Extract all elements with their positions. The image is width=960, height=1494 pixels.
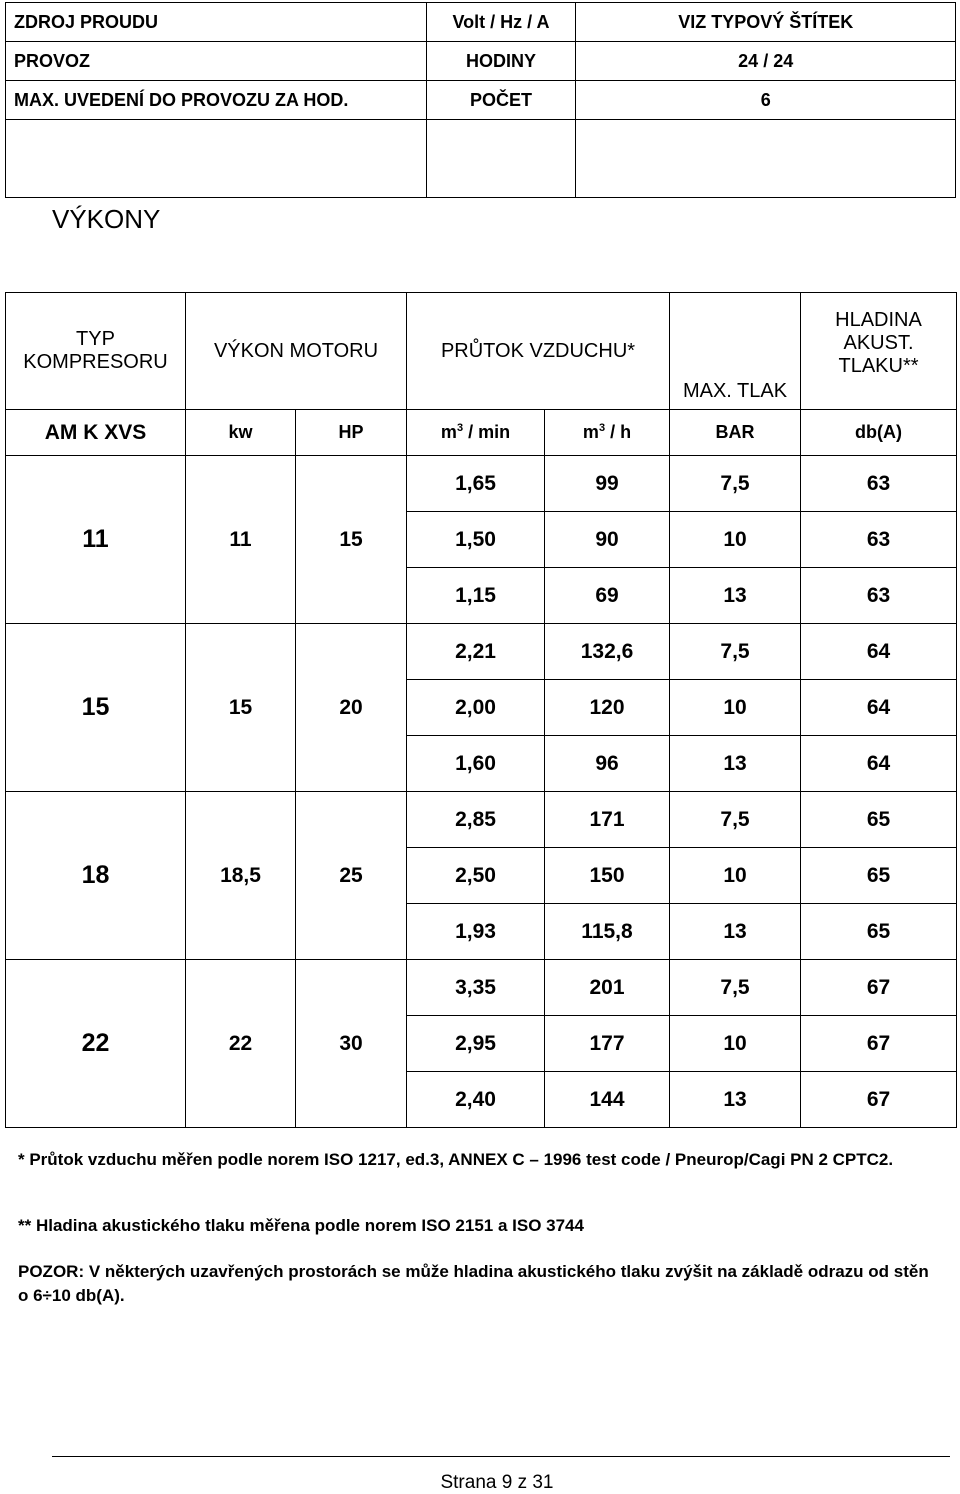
max-pressure-bar: 7,5	[670, 792, 801, 848]
unit-hp: HP	[296, 410, 407, 456]
max-pressure-bar: 13	[670, 904, 801, 960]
info-cell-empty	[426, 120, 576, 198]
airflow-m3-h: 171	[545, 792, 670, 848]
note-airflow: * Průtok vzduchu měřen podle norem ISO 1217, ed.3, ANNEX C – 1996 test code / Pneurop/Cagi PN 2 CPTC2.	[18, 1150, 894, 1169]
noise-db: 64	[801, 624, 957, 680]
motor-kw: 22	[186, 960, 296, 1128]
footer-divider	[52, 1456, 950, 1457]
col-max-tlak: MAX. TLAK	[670, 293, 801, 410]
info-cell-empty	[6, 120, 427, 198]
info-cell-c3: 6	[576, 81, 956, 120]
table-row	[6, 792, 957, 848]
info-cell-c3: VIZ TYPOVÝ ŠTÍTEK	[576, 3, 956, 42]
airflow-m3-min: 1,65	[407, 456, 545, 512]
info-cell-c1: MAX. UVEDENÍ DO PROVOZU ZA HOD.	[6, 81, 427, 120]
note-warning: POZOR: V některých uzavřených prostorách se může hladina akustického tlaku zvýšit na základě odrazu od stěn o 6÷10 db(A).	[18, 1262, 929, 1305]
max-pressure-bar: 10	[670, 1016, 801, 1072]
motor-kw: 18,5	[186, 792, 296, 960]
info-cell-c2: HODINY	[426, 42, 576, 81]
airflow-m3-min: 1,60	[407, 736, 545, 792]
max-pressure-bar: 7,5	[670, 960, 801, 1016]
airflow-m3-min: 2,21	[407, 624, 545, 680]
compressor-type: 22	[6, 960, 186, 1128]
max-pressure-bar: 13	[670, 568, 801, 624]
max-pressure-bar: 10	[670, 680, 801, 736]
max-pressure-bar: 13	[670, 1072, 801, 1128]
section-title: VÝKONY	[52, 204, 161, 234]
airflow-m3-min: 1,50	[407, 512, 545, 568]
page-number: Strana 9 z 31	[440, 1472, 554, 1493]
info-cell-c2: Volt / Hz / A	[426, 3, 576, 42]
airflow-m3-h: 96	[545, 736, 670, 792]
airflow-m3-h: 99	[545, 456, 670, 512]
airflow-m3-h: 150	[545, 848, 670, 904]
info-row	[6, 81, 956, 120]
max-pressure-bar: 10	[670, 848, 801, 904]
airflow-m3-min: 2,00	[407, 680, 545, 736]
noise-db: 67	[801, 1016, 957, 1072]
col-vykon-motoru: VÝKON MOTORU	[186, 293, 407, 410]
header-row	[6, 293, 957, 410]
unit-m3-h: $m^3$ / h	[545, 410, 670, 456]
table-row	[6, 624, 957, 680]
noise-db: 64	[801, 736, 957, 792]
airflow-m3-h: 132,6	[545, 624, 670, 680]
motor-kw: 15	[186, 624, 296, 792]
info-cell-empty	[576, 120, 956, 198]
airflow-m3-h: 177	[545, 1016, 670, 1072]
motor-kw: 11	[186, 456, 296, 624]
airflow-m3-h: 120	[545, 680, 670, 736]
compressor-type: 15	[6, 624, 186, 792]
noise-db: 63	[801, 456, 957, 512]
unit-kw: kw	[186, 410, 296, 456]
max-pressure-bar: 13	[670, 736, 801, 792]
airflow-m3-h: 115,8	[545, 904, 670, 960]
airflow-m3-min: 3,35	[407, 960, 545, 1016]
airflow-m3-h: 90	[545, 512, 670, 568]
motor-hp: 15	[296, 456, 407, 624]
airflow-m3-min: 2,85	[407, 792, 545, 848]
motor-hp: 25	[296, 792, 407, 960]
motor-hp: 30	[296, 960, 407, 1128]
col-hladina: HLADINA AKUST. TLAKU**	[801, 293, 957, 410]
airflow-m3-h: 144	[545, 1072, 670, 1128]
noise-db: 65	[801, 792, 957, 848]
noise-db: 65	[801, 904, 957, 960]
table-row	[6, 456, 957, 512]
compressor-type: 11	[6, 456, 186, 624]
info-cell-c1: ZDROJ PROUDU	[6, 3, 427, 42]
info-row	[6, 42, 956, 81]
info-row-empty	[6, 120, 956, 198]
max-pressure-bar: 7,5	[670, 456, 801, 512]
airflow-m3-min: 2,95	[407, 1016, 545, 1072]
info-cell-c2: POČET	[426, 81, 576, 120]
unit-bar: BAR	[670, 410, 801, 456]
noise-db: 67	[801, 1072, 957, 1128]
airflow-m3-min: 2,50	[407, 848, 545, 904]
max-pressure-bar: 7,5	[670, 624, 801, 680]
col-typ-kompresoru: TYP KOMPRESORU	[6, 293, 186, 410]
airflow-m3-h: 69	[545, 568, 670, 624]
performance-table	[5, 292, 957, 1128]
info-table	[5, 2, 956, 198]
table-row	[6, 960, 957, 1016]
compressor-type: 18	[6, 792, 186, 960]
airflow-m3-min: 2,40	[407, 1072, 545, 1128]
note-noise: ** Hladina akustického tlaku měřena podle norem ISO 2151 a ISO 3744	[18, 1216, 584, 1235]
units-row	[6, 410, 957, 456]
unit-m3-min: $m^3$ / min	[407, 410, 545, 456]
noise-db: 65	[801, 848, 957, 904]
airflow-m3-min: 1,93	[407, 904, 545, 960]
noise-db: 67	[801, 960, 957, 1016]
col-prutok-vzduchu: PRŮTOK VZDUCHU*	[407, 293, 670, 410]
noise-db: 63	[801, 568, 957, 624]
motor-hp: 20	[296, 624, 407, 792]
airflow-m3-h: 201	[545, 960, 670, 1016]
info-row	[6, 3, 956, 42]
unit-amk: AM K XVS	[6, 410, 186, 456]
unit-db: db(A)	[801, 410, 957, 456]
airflow-m3-min: 1,15	[407, 568, 545, 624]
info-cell-c3: 24 / 24	[576, 42, 956, 81]
max-pressure-bar: 10	[670, 512, 801, 568]
noise-db: 64	[801, 680, 957, 736]
noise-db: 63	[801, 512, 957, 568]
info-cell-c1: PROVOZ	[6, 42, 427, 81]
